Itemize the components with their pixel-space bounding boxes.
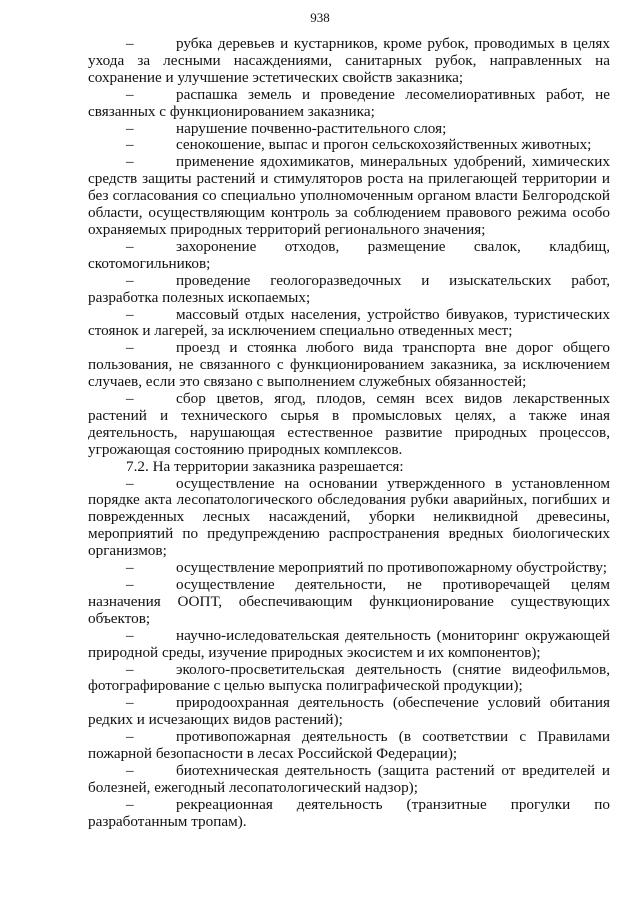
list-item-text: захоронение отходов, размещение свалок, кладбищ, скотомогильников; [88, 237, 610, 272]
list-item-text: эколого-просветительская деятельность (снятие видеофильмов, фотографирование с целью выпуска полиграфической продукции); [88, 660, 610, 695]
dash-marker: – [126, 761, 134, 779]
list-item-text: рекреационная деятельность (транзитные прогулки по разработанным тропам). [88, 795, 610, 830]
list-item [88, 391, 610, 459]
dash-marker: – [126, 660, 134, 678]
prohibited-list [88, 36, 610, 459]
section-heading: 7.2. На территории заказника разрешается: [126, 457, 404, 475]
dash-marker: – [126, 305, 134, 323]
dash-marker: – [126, 339, 134, 357]
dash-marker: – [126, 626, 134, 644]
list-item-text: проезд и стоянка любого вида транспорта вне дорог общего пользования, не связанного с функционированием заказника, за исключением случаев, если это связано с выполнением служебных обязанностей; [88, 339, 610, 391]
list-item [88, 476, 610, 561]
list-item-text: осуществление деятельности, не противоречащей целям назначения ООПТ, обеспечивающим функционирование существующих объектов; [88, 576, 610, 627]
list-item-text: сенокошение, выпас и прогон сельскохозяйственных животных; [176, 136, 592, 154]
list-item [88, 154, 610, 239]
dash-marker: – [126, 795, 134, 813]
list-item-text: проведение геологоразведочных и изыскательских работ, разработка полезных ископаемых; [88, 271, 610, 306]
dash-marker: – [126, 474, 134, 492]
list-item-text: научно-иследовательская деятельность (мониторинг окружающей природной среды, изучение природных экосистем и их компонентов); [88, 626, 610, 661]
list-item-text: применение ядохимикатов, минеральных удобрений, химических средств защиты растений и стимуляторов роста на прилегающей территории и без согласования со специально уполномоченным органом власти Белгородской области, осуществляющим контроль за соблюдением правового режима особо охраняемых природных территорий регионального значения; [88, 153, 610, 238]
list-item-text: осуществление мероприятий по противопожарному обустройству; [176, 559, 607, 577]
list-item-text: рубка деревьев и кустарников, кроме рубок, проводимых в целях ухода за лесными насаждениями, санитарных рубок, направленных на сохранение и улучшение эстетических свойств заказника; [88, 35, 610, 86]
list-item [88, 729, 610, 763]
dash-marker: – [126, 153, 134, 171]
list-item [88, 87, 610, 121]
list-item-text: распашка земель и проведение лесомелиоративных работ, не связанных с функционированием заказника; [88, 85, 610, 120]
dash-marker: – [126, 694, 134, 712]
dash-marker: – [126, 119, 134, 137]
dash-marker: – [126, 35, 134, 52]
list-item [88, 239, 610, 273]
list-item [88, 695, 610, 729]
list-item-text: осуществление на основании утвержденного в установленном порядке акта лесопатологического обследования рубки аварийных, погибших и поврежденных лесных насаждений, уборки неликвидной древесины, мероприятий по предупреждению распространения вредных биологических организмов; [88, 474, 610, 560]
dash-marker: – [126, 390, 134, 408]
dash-marker: – [126, 237, 134, 255]
list-item-text: сбор цветов, ягод, плодов, семян всех видов лекарственных растений и технического сырья в промысловых целях, а также иная деятельность, нарушающая естественное развитие природных процессов, угрожающая состоянию природных комплексов. [88, 390, 610, 458]
list-item [88, 273, 610, 307]
list-item [88, 577, 610, 628]
list-item-text: массовый отдых населения, устройство бивуаков, туристических стоянок и лагерей, за исключением специально отведенных мест; [88, 305, 610, 340]
dash-marker: – [126, 559, 134, 577]
dash-marker: – [126, 728, 134, 746]
permitted-list [88, 476, 610, 831]
dash-marker: – [126, 85, 134, 103]
list-item [88, 121, 610, 138]
list-item-text: противопожарная деятельность (в соответствии с Правилами пожарной безопасности в лесах Российской Федерации); [88, 728, 610, 763]
list-item-text: биотехническая деятельность (защита растений от вредителей и болезней, ежегодный лесопатологический надзор); [88, 761, 610, 796]
list-item [88, 340, 610, 391]
list-item [88, 307, 610, 341]
list-item [88, 763, 610, 797]
list-item [88, 662, 610, 696]
dash-marker: – [126, 576, 134, 593]
document-body [88, 36, 610, 831]
dash-marker: – [126, 136, 134, 154]
list-item-text: природоохранная деятельность (обеспечение условий обитания редких и исчезающих видов растений); [88, 694, 610, 729]
list-item [88, 628, 610, 662]
page-number: 938 [310, 10, 330, 25]
list-item [88, 137, 610, 154]
list-item-text: нарушение почвенно-растительного слоя; [176, 119, 447, 137]
list-item [88, 36, 610, 87]
dash-marker: – [126, 271, 134, 289]
list-item [88, 797, 610, 831]
list-item [88, 560, 610, 577]
